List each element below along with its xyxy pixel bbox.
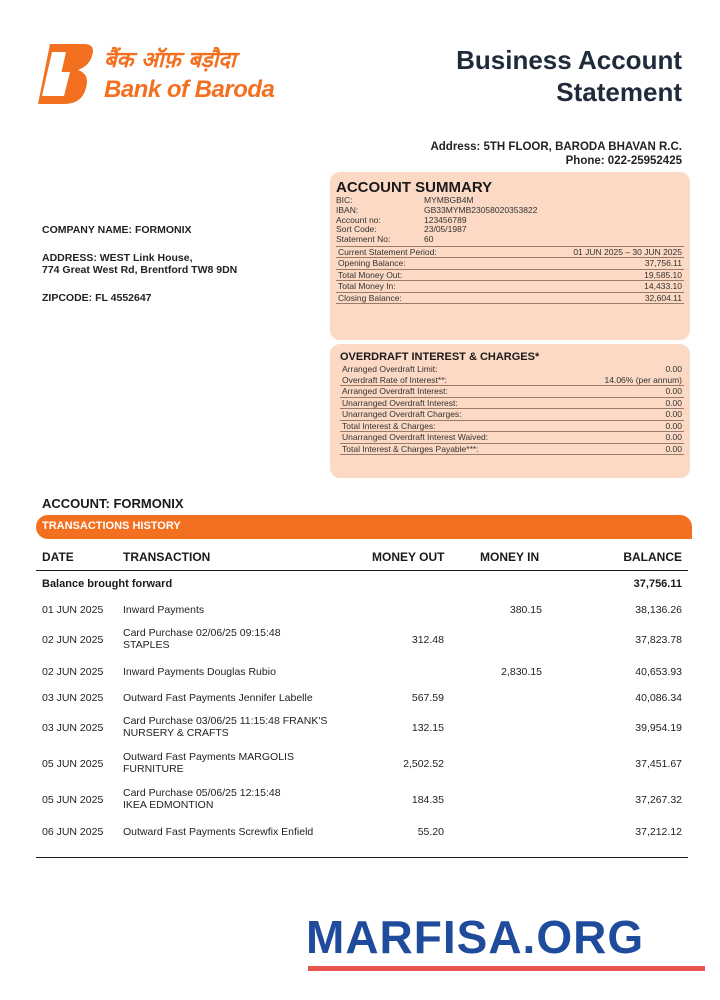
column-header-date: DATE bbox=[42, 550, 74, 564]
summary-table bbox=[336, 246, 684, 305]
tx-date: 02 JUN 2025 bbox=[42, 666, 104, 678]
summary-value: 32,604.11 bbox=[644, 292, 682, 303]
watermark-part2: FISA.ORG bbox=[413, 911, 645, 963]
tx-money-out: 567.59 bbox=[411, 692, 444, 704]
bank-logo bbox=[36, 40, 275, 110]
tx-money-out: 55.20 bbox=[417, 826, 444, 838]
account-heading: ACCOUNT: FORMONIX bbox=[42, 496, 184, 511]
statement-title-line1: Business Account bbox=[456, 45, 682, 75]
overdraft-label: Arranged Overdraft Interest: bbox=[342, 386, 448, 396]
tx-balance: 37,823.78 bbox=[635, 634, 682, 646]
tx-desc-line1: Inward Payments Douglas Rubio bbox=[123, 666, 276, 678]
header-divider bbox=[36, 570, 688, 571]
account-summary-box bbox=[330, 172, 690, 340]
overdraft-value: 14.06% (per annum) bbox=[604, 374, 682, 385]
detail-value: 23/05/1987 bbox=[424, 224, 467, 235]
overdraft-row bbox=[340, 432, 684, 444]
tx-desc-line2: IKEA EDMONTION bbox=[123, 799, 214, 811]
account-summary-title: ACCOUNT SUMMARY bbox=[336, 179, 493, 196]
tx-desc-line1: Card Purchase 05/06/25 12:15:48 bbox=[123, 787, 281, 799]
summary-value: 14,433.10 bbox=[644, 281, 682, 292]
summary-value: 19,585.10 bbox=[644, 269, 682, 280]
watermark-underline bbox=[308, 966, 705, 971]
detail-label: Account no: bbox=[336, 214, 381, 225]
tx-description bbox=[123, 692, 343, 704]
tx-date: 05 JUN 2025 bbox=[42, 758, 104, 770]
tx-date: 06 JUN 2025 bbox=[42, 826, 104, 838]
transactions-history-bar: TRANSACTIONS HISTORY bbox=[36, 515, 692, 539]
tx-balance: 40,653.93 bbox=[635, 666, 682, 678]
overdraft-label: Arranged Overdraft Limit: bbox=[342, 364, 438, 374]
company-address bbox=[42, 252, 237, 276]
tx-description bbox=[123, 715, 343, 739]
summary-label: Total Money In: bbox=[338, 281, 396, 292]
brought-forward-label: Balance brought forward bbox=[42, 578, 173, 590]
overdraft-row bbox=[340, 364, 684, 375]
tx-desc-line1: Card Purchase 03/06/25 11:15:48 FRANK'S bbox=[123, 715, 328, 727]
overdraft-value: 0.00 bbox=[665, 364, 682, 374]
bank-address-line: Address: 5TH FLOOR, BARODA BHAVAN R.C. bbox=[430, 141, 682, 153]
tx-balance: 40,086.34 bbox=[635, 692, 682, 704]
statement-title bbox=[456, 44, 682, 108]
tx-desc-line1: Outward Fast Payments Jennifer Labelle bbox=[123, 692, 313, 704]
detail-label: BIC: bbox=[336, 195, 353, 205]
column-header-money-out: MONEY OUT bbox=[372, 550, 445, 564]
tx-date: 03 JUN 2025 bbox=[42, 692, 104, 704]
brought-forward-value: 37,756.11 bbox=[633, 578, 682, 590]
overdraft-row bbox=[340, 421, 684, 433]
company-address-line1: ADDRESS: WEST Link House, bbox=[42, 252, 193, 264]
tx-desc-line1: Outward Fast Payments Screwfix Enfield bbox=[123, 826, 314, 838]
tx-balance: 37,267.32 bbox=[635, 794, 682, 806]
watermark-text bbox=[306, 910, 644, 964]
tx-date: 02 JUN 2025 bbox=[42, 634, 104, 646]
tx-description bbox=[123, 787, 343, 811]
detail-account-no bbox=[336, 216, 684, 226]
summary-value: 37,756.11 bbox=[644, 258, 682, 269]
detail-iban bbox=[336, 206, 684, 216]
overdraft-label: Unarranged Overdraft Interest Waived: bbox=[342, 432, 489, 442]
logo-hindi-text: बैंक ऑफ़ बड़ौदा bbox=[104, 48, 236, 73]
tx-balance: 37,212.12 bbox=[635, 826, 682, 838]
tx-desc-line1: Card Purchase 02/06/25 09:15:48 bbox=[123, 627, 281, 639]
account-details bbox=[336, 196, 684, 245]
summary-label: Current Statement Period: bbox=[338, 246, 437, 257]
tx-money-out: 184.35 bbox=[411, 794, 444, 806]
summary-row bbox=[336, 247, 684, 259]
column-header-balance: BALANCE bbox=[623, 550, 682, 564]
tx-money-out: 312.48 bbox=[411, 634, 444, 646]
overdraft-row bbox=[340, 375, 684, 387]
summary-label: Opening Balance: bbox=[338, 258, 406, 269]
detail-value: GB33MYMB23058020353822 bbox=[424, 204, 538, 215]
company-info bbox=[42, 224, 237, 320]
summary-label: Total Money Out: bbox=[338, 269, 403, 280]
tx-desc-line1: Outward Fast Payments MARGOLIS bbox=[123, 751, 294, 763]
tx-date: 05 JUN 2025 bbox=[42, 794, 104, 806]
detail-label: Statement No: bbox=[336, 234, 391, 245]
bank-address bbox=[430, 140, 682, 168]
summary-row bbox=[336, 293, 684, 305]
tx-date: 03 JUN 2025 bbox=[42, 722, 104, 734]
overdraft-title: OVERDRAFT INTEREST & CHARGES* bbox=[340, 351, 540, 363]
column-header-money-in: MONEY IN bbox=[480, 550, 540, 564]
table-bottom-divider bbox=[36, 857, 688, 858]
summary-row bbox=[336, 258, 684, 270]
detail-value: 123456789 bbox=[424, 214, 467, 225]
tx-desc-line2: STAPLES bbox=[123, 639, 170, 651]
watermark-part1: MAR bbox=[306, 911, 414, 963]
overdraft-value: 0.00 bbox=[665, 397, 682, 408]
overdraft-value: 0.00 bbox=[665, 420, 682, 431]
tx-money-out: 132.15 bbox=[411, 722, 444, 734]
tx-desc-line1: Inward Payments bbox=[123, 604, 205, 616]
bank-of-baroda-logo-icon bbox=[36, 42, 98, 106]
detail-value: 60 bbox=[424, 234, 434, 245]
column-header-transaction: TRANSACTION bbox=[123, 550, 211, 564]
detail-statement-no bbox=[336, 235, 684, 245]
overdraft-row bbox=[340, 444, 684, 456]
overdraft-label: Total Interest & Charges Payable***: bbox=[342, 443, 479, 454]
overdraft-value: 0.00 bbox=[665, 443, 682, 454]
tx-desc-line2: NURSERY & CRAFTS bbox=[123, 727, 229, 739]
tx-balance: 38,136.26 bbox=[635, 604, 682, 616]
tx-description bbox=[123, 604, 343, 616]
tx-description bbox=[123, 627, 343, 651]
tx-description bbox=[123, 666, 343, 678]
tx-money-in: 380.15 bbox=[509, 604, 542, 616]
bank-phone: Phone: 022-25952425 bbox=[565, 155, 682, 167]
overdraft-label: Total Interest & Charges: bbox=[342, 420, 436, 431]
overdraft-value: 0.00 bbox=[665, 386, 682, 396]
summary-label: Closing Balance: bbox=[338, 292, 402, 303]
detail-label: IBAN: bbox=[336, 204, 359, 215]
detail-value: MYMBGB4M bbox=[424, 195, 474, 205]
logo-english-text: Bank of Baroda bbox=[104, 76, 275, 103]
company-address-line2: 774 Great West Rd, Brentford TW8 9DN bbox=[42, 264, 238, 276]
tx-description bbox=[123, 751, 343, 775]
tx-description bbox=[123, 826, 343, 838]
overdraft-row bbox=[340, 386, 684, 398]
overdraft-value: 0.00 bbox=[665, 432, 682, 442]
tx-balance: 37,451.67 bbox=[635, 758, 682, 770]
summary-row bbox=[336, 281, 684, 293]
tx-desc-line2: FURNITURE bbox=[123, 763, 184, 775]
overdraft-row bbox=[340, 398, 684, 410]
tx-date: 01 JUN 2025 bbox=[42, 604, 104, 616]
company-zipcode: ZIPCODE: FL 4552647 bbox=[42, 292, 152, 304]
statement-title-line2: Statement bbox=[556, 77, 682, 107]
tx-balance: 39,954.19 bbox=[635, 722, 682, 734]
tx-money-in: 2,830.15 bbox=[501, 666, 542, 678]
detail-label: Sort Code: bbox=[336, 224, 377, 235]
summary-row bbox=[336, 270, 684, 282]
company-name: COMPANY NAME: FORMONIX bbox=[42, 224, 192, 236]
overdraft-value: 0.00 bbox=[665, 409, 682, 419]
overdraft-row bbox=[340, 409, 684, 421]
overdraft-label: Unarranged Overdraft Charges: bbox=[342, 409, 462, 419]
overdraft-label: Unarranged Overdraft Interest: bbox=[342, 397, 458, 408]
tx-money-out: 2,502.52 bbox=[403, 758, 444, 770]
overdraft-box bbox=[330, 344, 690, 478]
overdraft-label: Overdraft Rate of Interest**: bbox=[342, 374, 447, 385]
summary-value: 01 JUN 2025 – 30 JUN 2025 bbox=[573, 246, 682, 257]
